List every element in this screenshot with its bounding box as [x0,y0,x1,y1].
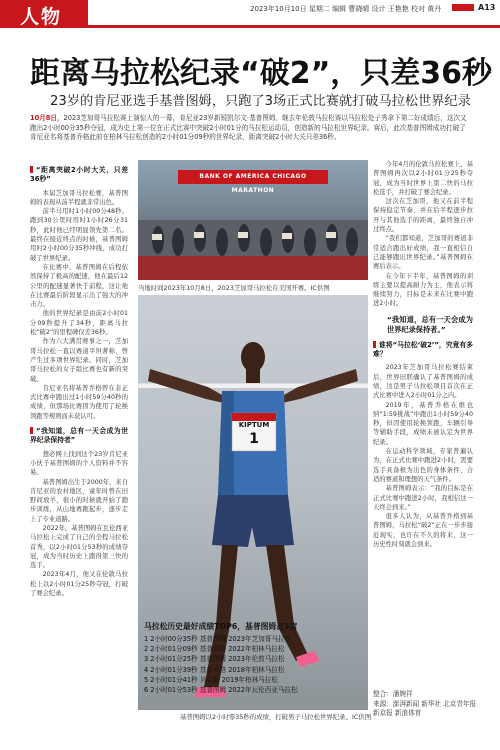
right-para: 在今年下半年，基普图姆的训练主要以提高耐力为主，他表示将继续努力，目标是未来在比赛中跑进2小时。 [373,272,473,308]
right-para: 2023年芝加哥马拉松赛结束后，世界田联确认了基普图姆的成绩，这是男子马拉松项目首次在正式比赛中进入2小时01分之内。 [373,364,473,400]
right-para: 2019年，基普乔格在维也纳“1:59挑战”中跑出1小时59分40秒，但因使用轮换领跑、车辆引导等辅助手段，成绩未被认定为世界纪录。 [373,401,473,446]
left-para: 2023年4月，他又在伦敦马拉松上以2小时01分25秒夺冠，打破了赛会纪录。 [30,571,128,598]
headline: 距离马拉松纪录“破2”，只差36秒 [30,56,493,91]
right-para: 今年4月的伦敦马拉松赛上，基普图姆再次以2小时01分25秒夺冠，成为当时世界上第二快的马拉松选手，并打破了赛会纪录。 [373,161,473,196]
issue-meta: 2023年10月10日 星期二 编辑 曹晓晴 设计 王艳艳 校对 黄丹 [250,5,442,13]
right-para: 在运动科学领域，专家普遍认为，在正式比赛中跑进2小时，需要选手具备极为出色的身体条件、合适的赛道和理想的天气条件。 [373,448,473,483]
lead-text: 2023芝加哥马拉松赛上演惊人的一幕，肯尼亚23岁新锐凯尔文·基普图姆，继去年伦敦马拉松赛以马拉松处子秀拿下第二好成绩后，这次又跑出2小时00分35秒夺冠，成为史上第一位在正式比赛中突破2小时01分的马拉松运动员，创造新的马拉松世界纪录。赛后，此次基普图姆成功打破了肯尼亚名将基普乔格此前在柏林马拉松创造的2小时01分09秒的世界纪录，距离突破2小时大关只差36秒。 [30,114,467,141]
editor-credit: 整合：潘婉祥 [373,690,413,698]
left-para: 作为六大满贯赛事之一，芝加哥马拉松一直以赛道平坦著称，曾产生过多项世界纪录。同时，芝加哥马拉松的女子组比赛也有新的突破。 [30,338,128,383]
top6-row: 3 2小时01分25秒 基普图姆 2023年伦敦马拉松 [144,655,285,664]
marathon-banner: BANK OF AMERICA CHICAGO MARATHON [178,170,328,184]
photo1-caption: 当地时间2023年10月8日，2023芝加哥马拉松在美国开赛。IC供图 [138,284,330,292]
page-number: A13 [478,3,496,12]
left-para: 本届芝加哥马拉松赛，基普图姆的表现从前半程就非常出色。 [30,189,128,206]
left-para: 前半马用时1小时00分48秒。跑到30公里时用时1小时26分31秒，此时他已经明显领先第二名。最终在接近终点的时候，基普图姆用时2小时00分35秒冲线，成功打破了世界纪录。 [30,208,128,262]
bib-name: KIPTUM [238,421,270,429]
top6-row: 5 2小时01分41秒 贝克勒 2019年柏林马拉松 [144,675,278,684]
pull-quote: “我知道，总有一天会成为世界纪录保持者。” [387,314,473,334]
top6-row: 2 2小时01分09秒 基普乔格 2022年柏林马拉松 [144,645,285,654]
left-para: 肯尼亚名将基普乔格曾在非正式比赛中跑出过1小时59分40秒的成绩，但那场比赛因为使用了轮换领跑等规则而未获认可。 [30,384,128,420]
right-heading-2: 谁将“马拉松‘破2’”，究竟有多难？ [373,340,473,359]
left-para: 基普图姆出生于2000年，来自肯尼亚的农村地区，童年时曾在田野间放羊，很小的时候就开始了跑步训练，从山地赛跑起步，逐步走上了专业道路。 [30,478,128,523]
left-column [30,160,128,598]
section-title: 人物 [20,6,63,28]
left-para: 他的世界纪录是由前2小时01分09秒提升了34秒，距离马拉松“破2”的里程碑仅差36秒。 [30,310,128,337]
runners-crowd-illustration [138,220,368,280]
top6-table [144,621,304,695]
left-para: 2022年，基普图姆在瓦伦西亚马拉松上完成了自己的全程马拉松首秀，以2小时01分53秒的成绩夺冠，成为当时历史上跑得第三快的选手。 [30,524,128,570]
left-heading-1: “距离突破2小时大关，只差36秒” [30,166,128,184]
sources-credit: 来源：澎湃新闻 新华社 北京青年报 新京报 新浪体育 [373,699,477,717]
right-para: 很多人认为，从基普乔格到基普图姆，马拉松“破2”正在一步步接近现实，也许在不久的将来，这一历史性时刻就会到来。 [373,513,473,548]
right-para: 这次在芝加哥，他又在前半程保持稳定节奏，并在后半程逐步拉开与其他选手的距离，最终独自冲过终点。 [373,198,473,234]
lead-paragraph [30,114,470,143]
top6-row: 4 2小时01分39秒 基普乔格 2018年柏林马拉松 [144,665,285,674]
finish-photo [138,295,368,710]
subheadline: 23岁的肯尼亚选手基普图姆，只跑了3场正式比赛就打破马拉松世界纪录 [50,94,471,109]
left-heading-2: “我知道，总有一天会成为世界纪录保持者” [30,427,128,445]
top6-title: 马拉松历史最好成绩TOP6，基普图姆占3席 [144,622,298,631]
photo2-caption: 基普图姆以2小时零35秒的成绩，打破男子马拉松世界纪录。IC供图 [180,713,372,721]
right-column [373,160,473,549]
section-tab [0,0,88,28]
right-para: 基普图姆表示：“我的目标是在正式比赛中跑进2小时，我相信这一天终会到来。” [373,485,473,511]
page-bar [452,4,474,11]
signoff [373,690,483,719]
marathon-start-photo [138,160,368,280]
left-para: 在比赛中，基普图姆在后程依然保持了极高的配速，他在最后12公里的配速显著快于前程，这让他在比赛最后阶段显示出了强大的冲击力。 [30,263,128,309]
lead-date: 10月8日， [30,114,64,122]
left-para: 想必网上找到这个23岁肯尼亚小伙子基普图姆的个人资料并不容易。 [30,450,128,477]
right-para: “我们都知道，芝加哥的赛道非常适合跑出好成绩，我一直相信自己能够跑出世界纪录。”基普图姆在赛后表示。 [373,235,473,271]
top6-row: 6 2小时01分53秒 基普图姆 2022年瓦伦西亚马拉松 [144,686,298,695]
header-rule [88,25,500,28]
top6-row: 1 2小时00分35秒 基普图姆 2023年芝加哥马拉松 [144,635,292,643]
bib-number: 1 [249,431,259,447]
